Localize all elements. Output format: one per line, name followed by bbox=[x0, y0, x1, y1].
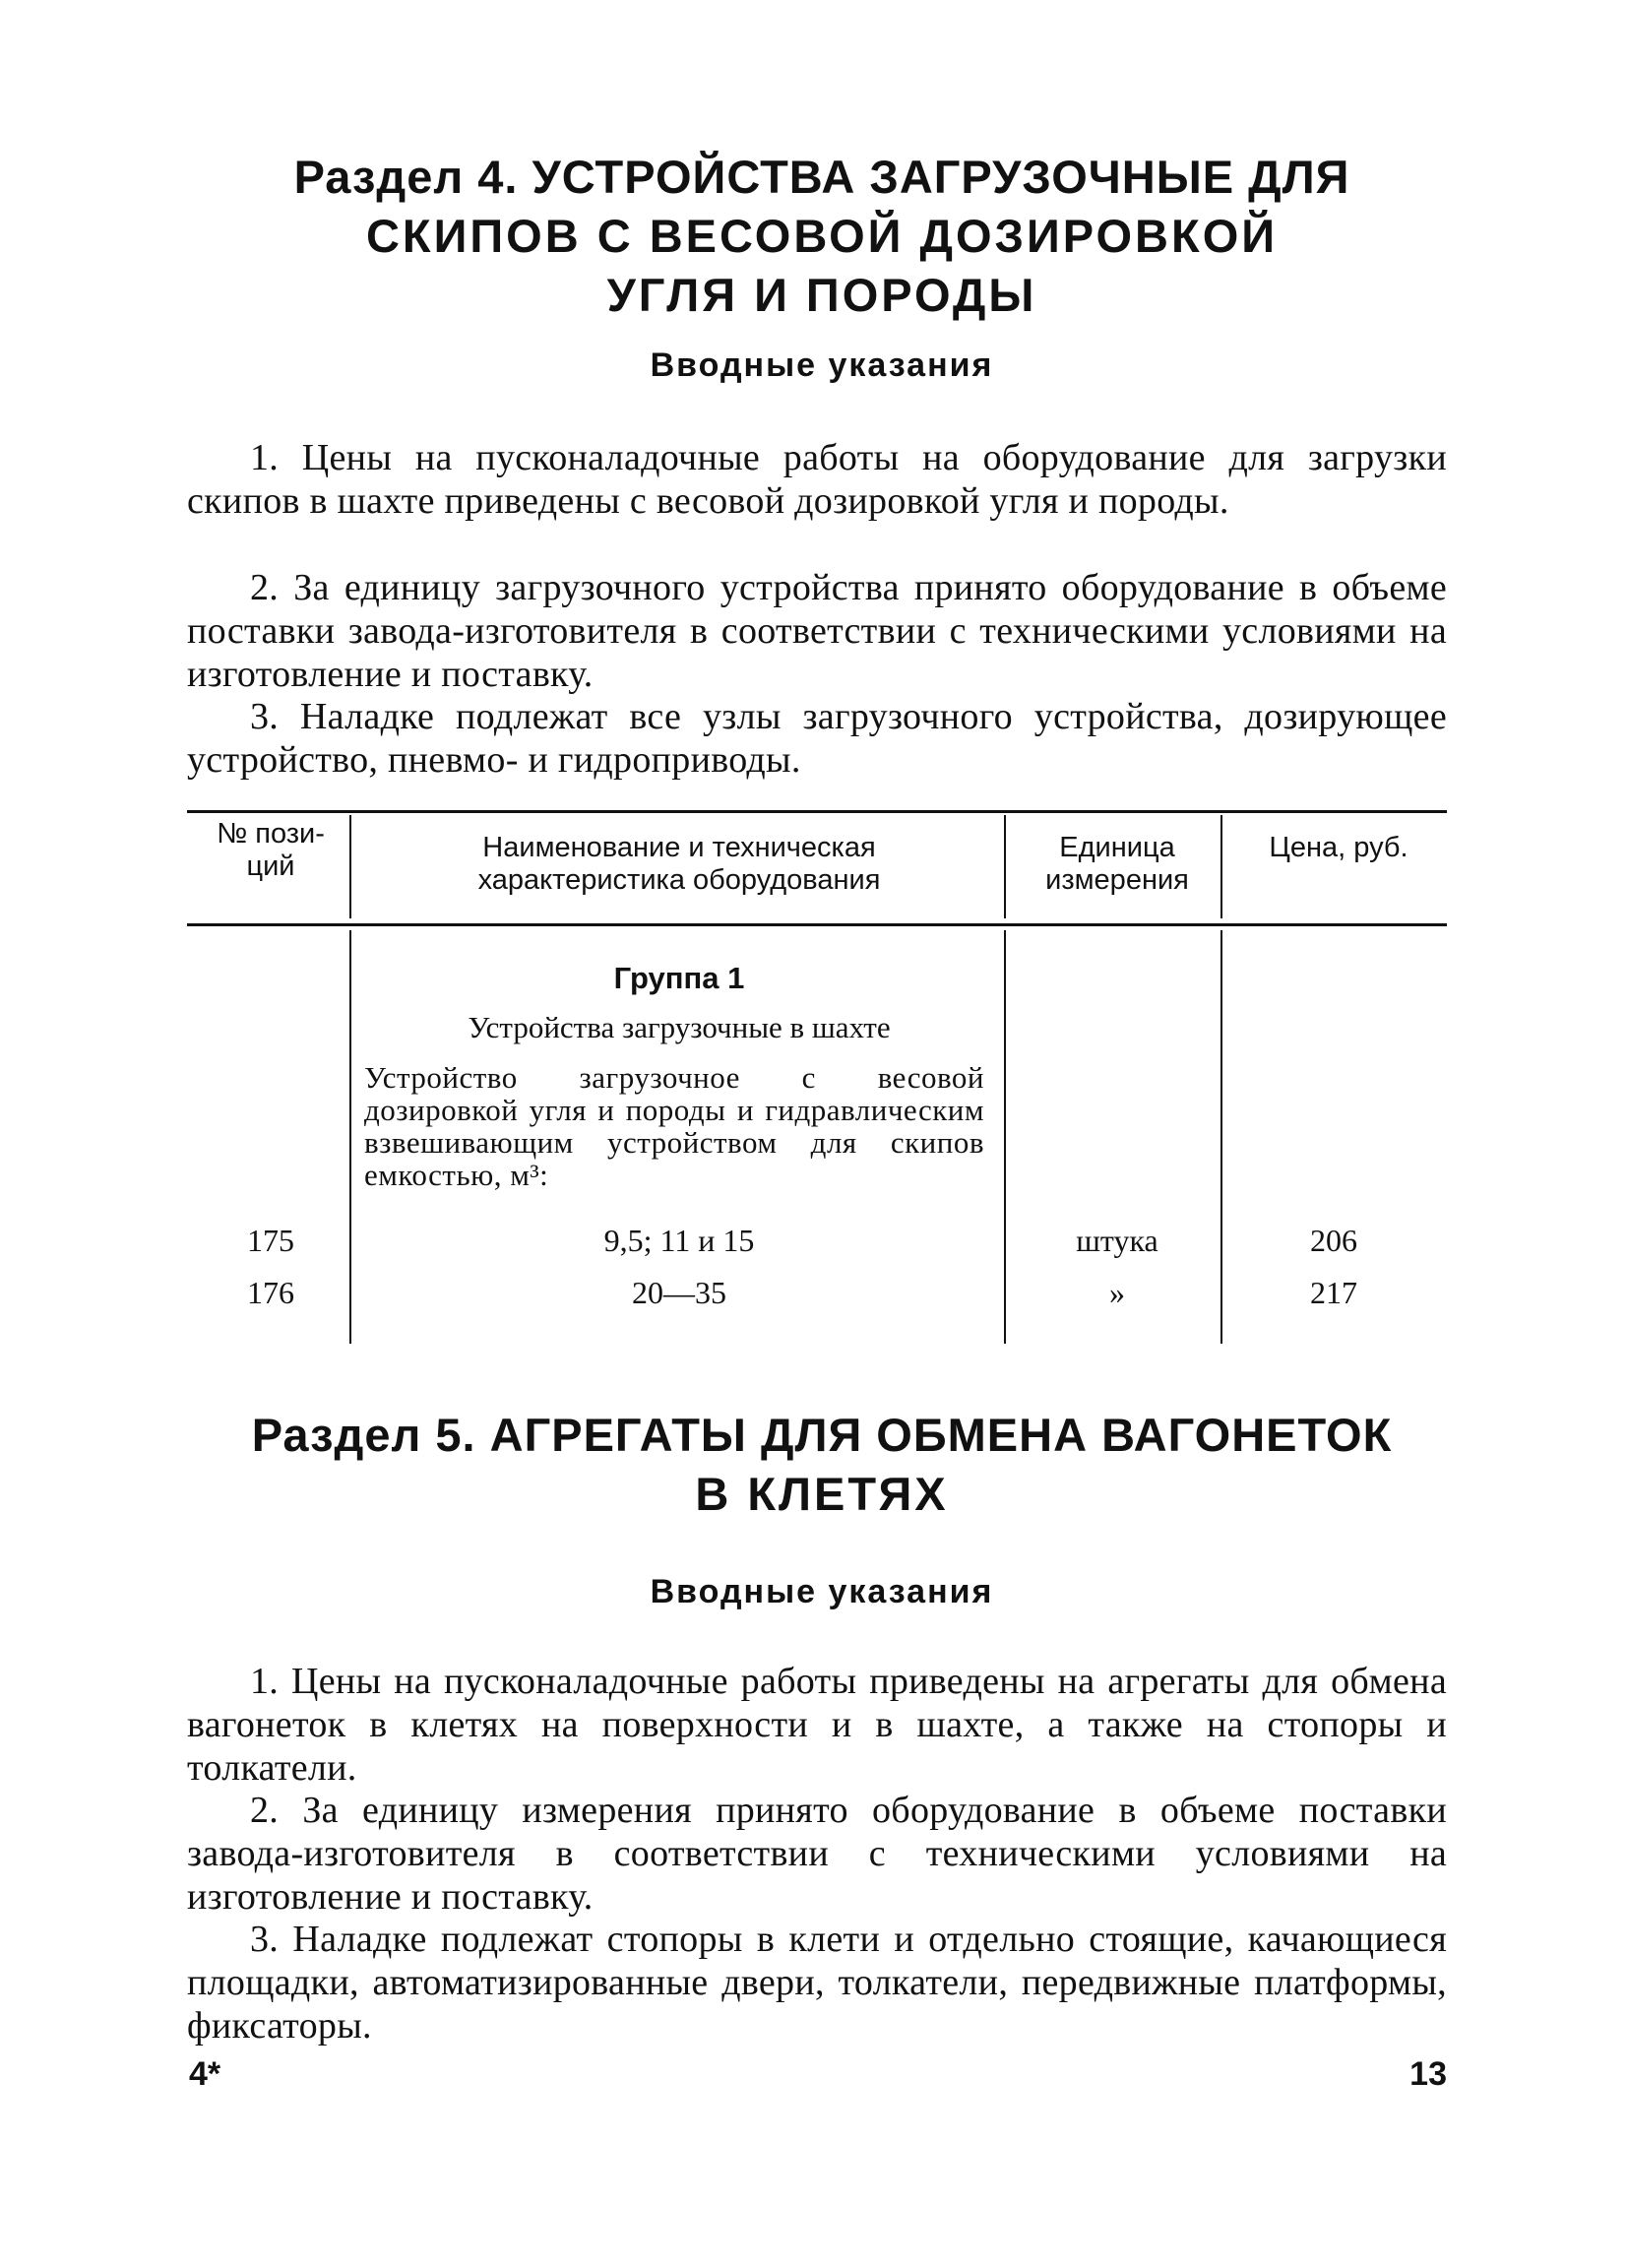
section-4-intro-heading: Вводные указания bbox=[650, 346, 994, 384]
section-4-paragraph-2-text: 2. За единицу загрузочного устройства принято оборудование в объеме поставки завода-изготовителя в соответствии с техническими условиями на изготовление и поставку. bbox=[187, 567, 1447, 695]
section-4-paragraph-1-text: 1. Цены на пусконаладочные работы на оборудование для загрузки скипов в шахте приведены с весовой дозировкой угля и породы. bbox=[187, 437, 1447, 522]
section-4-paragraph-2 bbox=[187, 566, 1447, 696]
signature-mark: 4* bbox=[189, 2055, 221, 2093]
section-4-paragraph-3-text: 3. Наладке подлежат все узлы загрузочного устройства, дозирующее устройство, пневмо- и гидроприводы. bbox=[187, 696, 1447, 781]
page-number: 13 bbox=[1409, 2055, 1447, 2093]
row-176-name: 20—35 bbox=[632, 1275, 726, 1310]
body-divider-2 bbox=[1004, 930, 1006, 1344]
section-4-title-line-3: УГЛЯ И ПОРОДЫ bbox=[606, 269, 1037, 321]
header-price: Цена, руб. bbox=[1269, 832, 1408, 863]
header-unit: Единица измерения bbox=[1045, 832, 1189, 896]
section-5-paragraph-2 bbox=[187, 1789, 1447, 1919]
body-divider-1 bbox=[349, 930, 351, 1344]
section-4-title-line-1: Раздел 4. УСТРОЙСТВА ЗАГРУЗОЧНЫЕ ДЛЯ bbox=[293, 151, 1350, 203]
section-5-paragraph-2-text: 2. За единицу измерения принято оборудование в объеме поставки завода-изготовителя в соответствии с техническими условиями на изготовление и поставку. bbox=[187, 1790, 1447, 1918]
section-5-intro-heading: Вводные указания bbox=[650, 1573, 994, 1610]
item-description: Устройство загрузочное с весовой дозировкой угля и породы и гидравлическим взвешивающим устройством для скипов емкостью, м³: bbox=[364, 1060, 984, 1192]
section-5-paragraph-1 bbox=[187, 1660, 1447, 1790]
row-175-position: 175 bbox=[247, 1223, 294, 1258]
group-title: Группа 1 bbox=[613, 961, 745, 995]
header-position: № пози- ций bbox=[217, 818, 325, 882]
section-4-paragraph-3 bbox=[187, 695, 1447, 782]
row-176-unit: » bbox=[1109, 1275, 1125, 1310]
section-5-title-line-1: Раздел 5. АГРЕГАТЫ ДЛЯ ОБМЕНА ВАГОНЕТОК bbox=[251, 1409, 1393, 1461]
row-175-unit: штука bbox=[1076, 1223, 1158, 1258]
section-5-title-line-2: В КЛЕТЯХ bbox=[695, 1468, 949, 1520]
header-divider-1 bbox=[349, 815, 351, 918]
section-5-paragraph-1-text: 1. Цены на пусконаладочные работы приведены на агрегаты для обмена вагонеток в клетях на поверхности и в шахте, а также на стопоры и толкатели. bbox=[187, 1661, 1447, 1789]
header-divider-2 bbox=[1004, 815, 1006, 918]
section-5-paragraph-3 bbox=[187, 1918, 1447, 2048]
group-subtitle: Устройства загрузочные в шахте bbox=[468, 1010, 891, 1044]
header-divider-3 bbox=[1220, 815, 1222, 918]
row-176-price: 217 bbox=[1310, 1275, 1357, 1310]
header-name: Наименование и техническая характеристика оборудования bbox=[477, 832, 881, 896]
row-176-position: 176 bbox=[247, 1275, 294, 1310]
section-4-title bbox=[187, 148, 1457, 325]
row-175-price: 206 bbox=[1310, 1223, 1357, 1258]
section-4-title-line-2: СКИПОВ С ВЕСОВОЙ ДОЗИРОВКОЙ bbox=[365, 210, 1279, 262]
table-top-rule bbox=[187, 810, 1447, 813]
price-table bbox=[187, 810, 1447, 1347]
section-5-paragraph-3-text: 3. Наладке подлежат стопоры в клети и отдельно стоящие, качающиеся площадки, автоматизированные двери, толкатели, передвижные платформы, фиксаторы. bbox=[187, 1919, 1447, 2047]
table-header-rule bbox=[187, 923, 1447, 926]
section-5-title bbox=[187, 1406, 1457, 1524]
body-divider-3 bbox=[1220, 930, 1222, 1344]
section-4-paragraph-1 bbox=[187, 436, 1447, 523]
row-175-name: 9,5; 11 и 15 bbox=[603, 1223, 755, 1258]
